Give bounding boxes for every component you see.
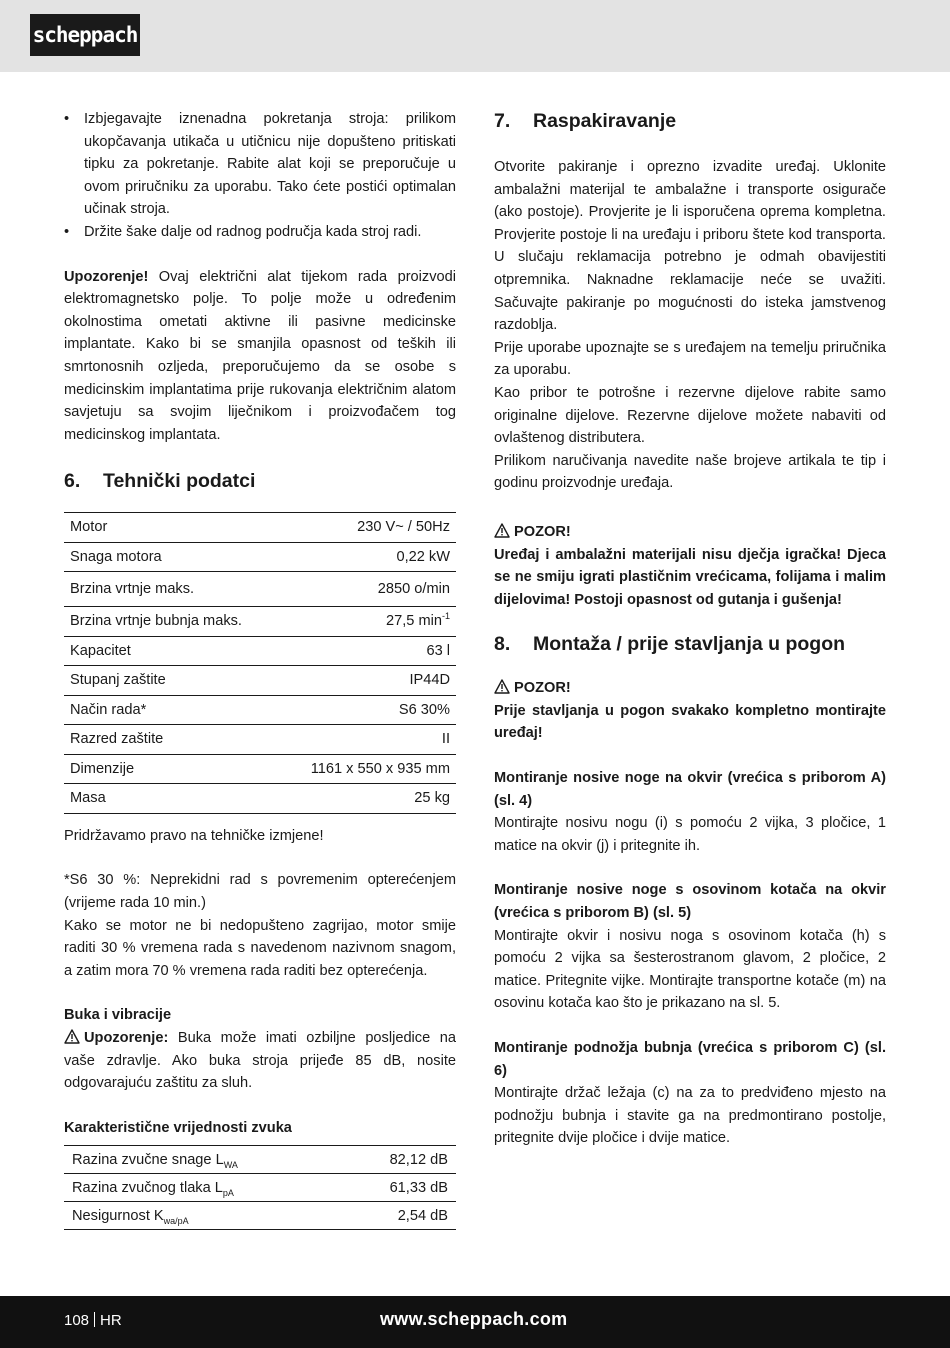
spec-label: Razred zaštite	[64, 725, 279, 755]
spec-value: IP44D	[279, 666, 456, 696]
spec-label: Kapacitet	[64, 636, 279, 666]
sound-label: Razina zvučne snage $L_{WA}$	[64, 1146, 342, 1174]
noise-warning-text: Buka može imati ozbiljne posljedice na vaše zdravlje. Ako buka stroja prijeđe 85 dB, nosite odgovarajuću zaštitu za sluh.	[64, 1029, 456, 1092]
table-row	[64, 1174, 456, 1202]
spec-value: S6 30%	[279, 695, 456, 725]
caution-label: POZOR!	[494, 677, 886, 700]
caution-label: POZOR!	[494, 521, 886, 544]
brand-logo: scheppach	[30, 14, 140, 56]
spec-label: Dimenzije	[64, 754, 279, 784]
unpacking-paragraph: Prije uporabe upoznajte se s uređajem na temelju priručnika za uporabu.	[494, 339, 886, 379]
sound-value: 2,54 dB	[342, 1202, 456, 1230]
table-row	[64, 636, 456, 666]
spec-label: Stupanj zaštite	[64, 666, 279, 696]
table-row	[64, 754, 456, 784]
spec-value: 27,5 $\min^{-1}$	[279, 607, 456, 637]
warning-triangle-icon	[64, 1029, 80, 1044]
warning-label: Upozorenje!	[64, 268, 149, 285]
motor-note: Kako se motor ne bi nedopušteno zagrijao, motor smije raditi 30 % vremena rada s navedenom nazivnom snagom, a zatim mora 70 % vremena rada raditi bez opterećenja.	[64, 917, 456, 979]
warning-text: Ovaj električni alat tijekom rada proizvodi elektromagnetsko polje. To polje može u određenim okolnostima ometati aktivne ili pasivne medicinske implantate. Kako bi se smanjila opasnost od teških ili smrtonosnih ozljeda, preporučujemo da se osobe s medicinskim implantatima prije rukovanja električnim alatom savjetuju sa svojim liječnikom i proizvođačem tog medicinskog implantata.	[64, 268, 456, 443]
spec-value: 2850 o/min	[279, 572, 456, 607]
page-number: 108 HR	[64, 1312, 122, 1329]
sound-value: 61,33 dB	[342, 1174, 456, 1202]
table-row	[64, 784, 456, 814]
sound-values-heading: Karakteristične vrijednosti zvuka	[64, 1119, 292, 1136]
page-footer	[0, 1296, 950, 1348]
mount-a-text: Montirajte nosivu nogu (i) s pomoću 2 vijka, 3 pločice, 1 matice na okvir (j) i pritegnite ih.	[494, 815, 886, 854]
mount-b-heading: Montiranje nosive noge s osovinom kotača na okvir (vrećica s priborom B) (sl. 5)	[494, 882, 886, 922]
sound-values-table	[64, 1145, 456, 1230]
table-row	[64, 542, 456, 572]
footer-divider	[94, 1312, 95, 1327]
spec-label: Način rada*	[64, 695, 279, 725]
table-row	[64, 725, 456, 755]
spec-value: 1161 x 550 x 935 mm	[279, 754, 456, 784]
unpacking-paragraph: Kao pribor te potrošne i rezervne dijelove rabite samo originalne dijelove. Rezervne dijelove možete nabaviti od ovlaštenog distributera.	[494, 384, 886, 447]
section-heading-technical-data: 6. Tehnički podatci	[64, 470, 256, 493]
table-row	[64, 607, 456, 637]
spec-value: 0,22 kW	[279, 542, 456, 572]
technical-data-table	[64, 512, 456, 814]
language-code: HR	[100, 1312, 122, 1329]
caution-text: Prije stavljanja u pogon svakako kompletno montirajte uređaj!	[494, 702, 886, 742]
caution-text: Uređaj i ambalažni materijali nisu dječja igračka! Djeca se ne smiju igrati plastičnim vrećicama, folijama i malim dijelovima! Postoji opasnost od gutanja i gušenja!	[494, 546, 886, 608]
spec-value: 25 kg	[279, 784, 456, 814]
right-column	[494, 108, 886, 1150]
mount-c-heading: Montiranje podnožja bubnja (vrećica s priborom C) (sl. 6)	[494, 1040, 886, 1079]
warning-triangle-icon	[494, 679, 510, 694]
table-row	[64, 513, 456, 543]
spec-label: Motor	[64, 513, 279, 543]
mount-c-text: Montirajte držač ležaja (c) na za to predviđeno mjesto na podnožju bubnja i stavite ga na predmontirano postolje, pritegnite dvije pločice i dvije matice.	[494, 1085, 886, 1147]
unpacking-paragraph: Prilikom naručivanja navedite naše brojeve artikala te tip i godinu proizvodnje uređaja.	[494, 452, 886, 492]
s6-note: *S6 30 %: Neprekidni rad s povremenim opterećenjem (vrijeme rada 10 min.)	[64, 872, 456, 911]
spec-value: 63 l	[279, 636, 456, 666]
spec-label: Brzina vrtnje bubnja maks.	[64, 607, 279, 637]
table-row	[64, 695, 456, 725]
left-column	[64, 108, 456, 1230]
spec-value: II	[279, 725, 456, 755]
sound-value: 82,12 dB	[342, 1146, 456, 1174]
list-item: • Izbjegavajte iznenadna pokretanja stroja: prilikom ukopčavanja utikača u utičnicu nije dopušteno pritiskati tipku za pokretanje. Rabite alat koji se preporučuje u ovom priručniku za uporabu. Tako ćete postići optimalan učinak stroja.	[64, 108, 456, 221]
table-row	[64, 666, 456, 696]
table-row	[64, 572, 456, 607]
emf-warning-paragraph	[64, 266, 456, 447]
section-heading-unpacking: 7. Raspakiravanje	[494, 110, 677, 132]
noise-vibration-heading: Buka i vibracije	[64, 1007, 172, 1024]
sound-label: Razina zvučnog tlaka $L_{pA}$	[64, 1174, 342, 1202]
technical-changes-note: Pridržavamo pravo na tehničke izmjene!	[64, 827, 324, 844]
spec-label: Masa	[64, 784, 279, 814]
table-row	[64, 1146, 456, 1174]
list-item: • Držite šake dalje od radnog područja kada stroj radi.	[64, 221, 456, 244]
spec-label: Brzina vrtnje maks.	[64, 572, 279, 607]
spec-value: 230 V~ / 50Hz	[279, 513, 456, 543]
page-header	[0, 0, 950, 72]
safety-bullet-list	[64, 108, 456, 244]
website-url: www.scheppach.com	[380, 1309, 568, 1329]
section-heading-assembly: 8. Montaža / prije stavljanja u pogon	[494, 633, 846, 656]
table-row	[64, 1202, 456, 1230]
noise-warning-paragraph	[64, 1027, 456, 1095]
sound-label: Nesigurnost $K_{wa/pA}$	[64, 1202, 342, 1230]
unpacking-paragraph: Otvorite pakiranje i oprezno izvadite uređaj. Uklonite ambalažni materijal te ambalažne i transporte osigurače (ako postoje). Provjerite je li isporučena oprema kompletna. Provjerite postoje li na uređaju i priboru štete kod transporta. U slučaju reklamacija potrebno je odmah obavijestiti otpremnika. Naknadne reklamacije neće se uvažiti. Sačuvajte pakiranje po mogućnosti do isteka jamstvenog razdoblja.	[494, 159, 886, 334]
mount-b-text: Montirajte okvir i nosivu noga s osovinom kotača (h) s pomoću 2 vijka sa šesterostranom glavom, 2 pločice, 2 matice. Pritegnite vijke. Montirajte transportne kotače (m) na osovinu kotača kao što je prikazano na sl. 5.	[494, 927, 886, 1012]
spec-label: Snaga motora	[64, 542, 279, 572]
noise-warning-label: Upozorenje:	[84, 1029, 169, 1046]
warning-triangle-icon	[494, 523, 510, 538]
mount-a-heading: Montiranje nosive noge na okvir (vrećica s priborom A) (sl. 4)	[494, 770, 886, 809]
